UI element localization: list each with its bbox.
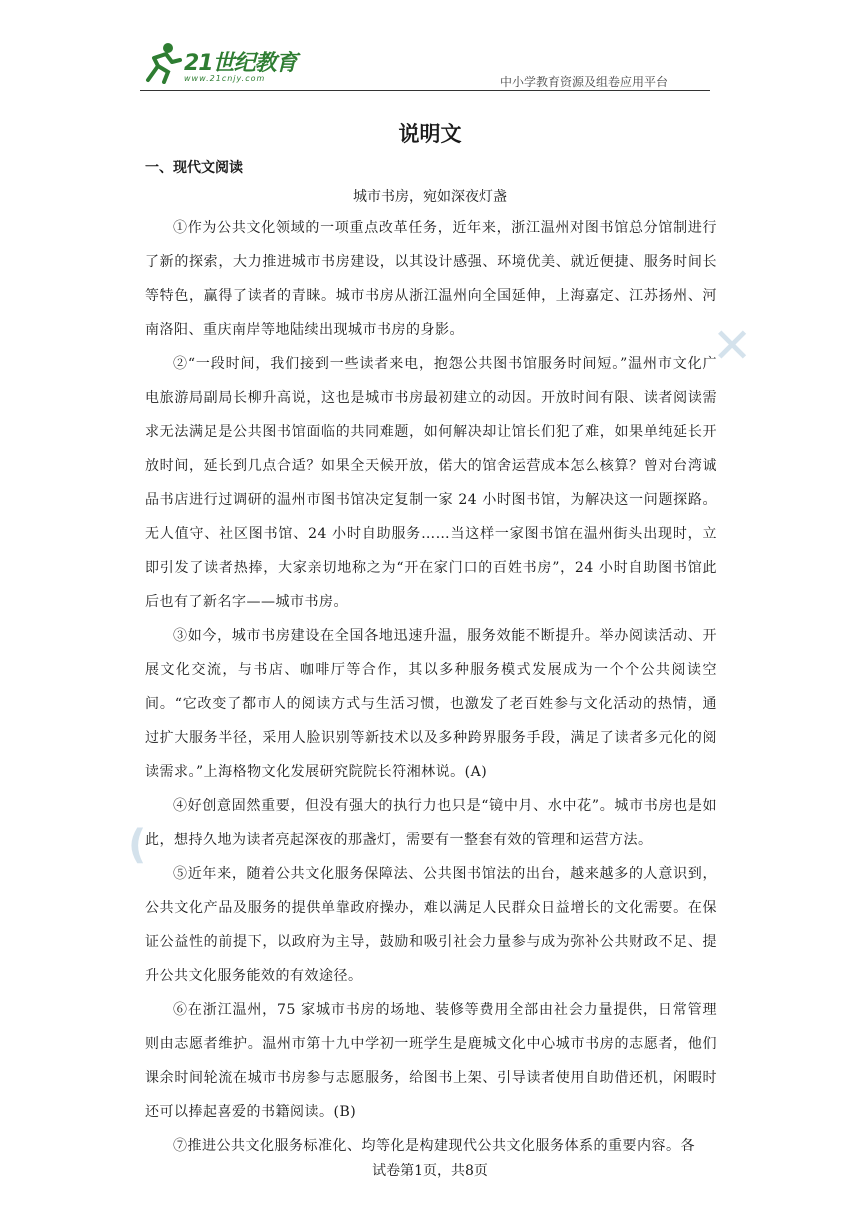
logo [140, 40, 340, 88]
paragraph: ⑥在浙江温州，75 家城市书房的场地、装修等费用全部由社会力量提供，日常管理则由志愿者维护。温州市第十九中学初一班学生是鹿城文化中心城市书房的志愿者，他们课余时间轮流在城市书房参与志愿服务，给图书上架、引导读者使用自助借还机，闲暇时还可以捧起喜爱的书籍阅读。(B) [145, 1002, 717, 1120]
document-title: 说明文 [398, 121, 462, 146]
paragraph: ④好创意固然重要，但没有强大的执行力也只是“镜中月、水中花”。城市书房也是如此，想持久地为读者亮起深夜的那盏灯，需要有一整套有效的管理和运营方法。 [145, 798, 717, 848]
platform-name: 中小学教育资源及组卷应用平台 [499, 75, 668, 89]
article-title: 城市书房，宛如深夜灯盏 [353, 189, 507, 205]
paragraph: ③如今，城市书房建设在全国各地迅速升温，服务效能不断提升。举办阅读活动、开展文化交流，与书店、咖啡厅等合作，其以多种服务模式发展成为一个个公共阅读空间。“它改变了都市人的阅读方式与生活习惯，也激发了老百姓参与文化活动的热情，通过扩大服务半径，采用人脸识别等新技术以及多种跨界服务手段，满足了读者多元化的阅读需求。”上海格物文化发展研究院院长符湘林说。(A) [145, 628, 717, 780]
runner-logo-icon [140, 40, 184, 84]
logo-url: www.21cnjy.com [184, 74, 266, 83]
paragraph: ①作为公共文化领域的一项重点改革任务，近年来，浙江温州对图书馆总分馆制进行了新的探索，大力推进城市书房建设，以其设计感强、环境优美、就近便捷、服务时间长等特色，赢得了读者的青睐。城市书房从浙江温州向全国延伸，上海嘉定、江苏扬州、河南洛阳、重庆南岸等地陆续出现城市书房的身影。 [145, 220, 717, 338]
section-heading: 一、现代文阅读 [145, 160, 243, 176]
paragraph: ⑦推进公共文化服务标准化、均等化是构建现代公共文化服务体系的重要内容。各 [173, 1138, 695, 1154]
article-body [145, 211, 717, 1163]
page-footer: 试卷第1页，共8页 [372, 1163, 488, 1179]
watermark-x-icon: ✕ [712, 318, 753, 374]
paragraph: ⑤近年来，随着公共文化服务保障法、公共图书馆法的出台，越来越多的人意识到，公共文化产品及服务的提供单靠政府操办，难以满足人民群众日益增长的文化需要。在保证公益性的前提下，以政府为主导，鼓励和吸引社会力量参与成为弥补公共财政不足、提升公共文化服务能效的有效途径。 [145, 866, 717, 984]
watermark-arc-icon: ( [128, 822, 147, 868]
page-header [140, 40, 710, 91]
paragraph: ②“一段时间，我们接到一些读者来电，抱怨公共图书馆服务时间短。”温州市文化广电旅游局副局长柳升高说，这也是城市书房最初建立的动因。开放时间有限、读者阅读需求无法满足是公共图书馆面临的共同难题，如何解决却让馆长们犯了难，如果单纯延长开放时间，延长到几点合适？如果全天候开放，偌大的馆舍运营成本怎么核算？曾对台湾诚品书店进行过调研的温州市图书馆决定复制一家 24 小时图书馆，为解决这一问题探路。无人值守、社区图书馆、24 小时自助服务……当这样一家图书馆在温州街头出现时，立即引发了读者热捧，大家亲切地称之为“开在家门口的百姓书房”，24 小时自助图书馆此后也有了新名字——城市书房。 [145, 356, 717, 610]
logo-text: 21世纪教育 [184, 51, 297, 76]
